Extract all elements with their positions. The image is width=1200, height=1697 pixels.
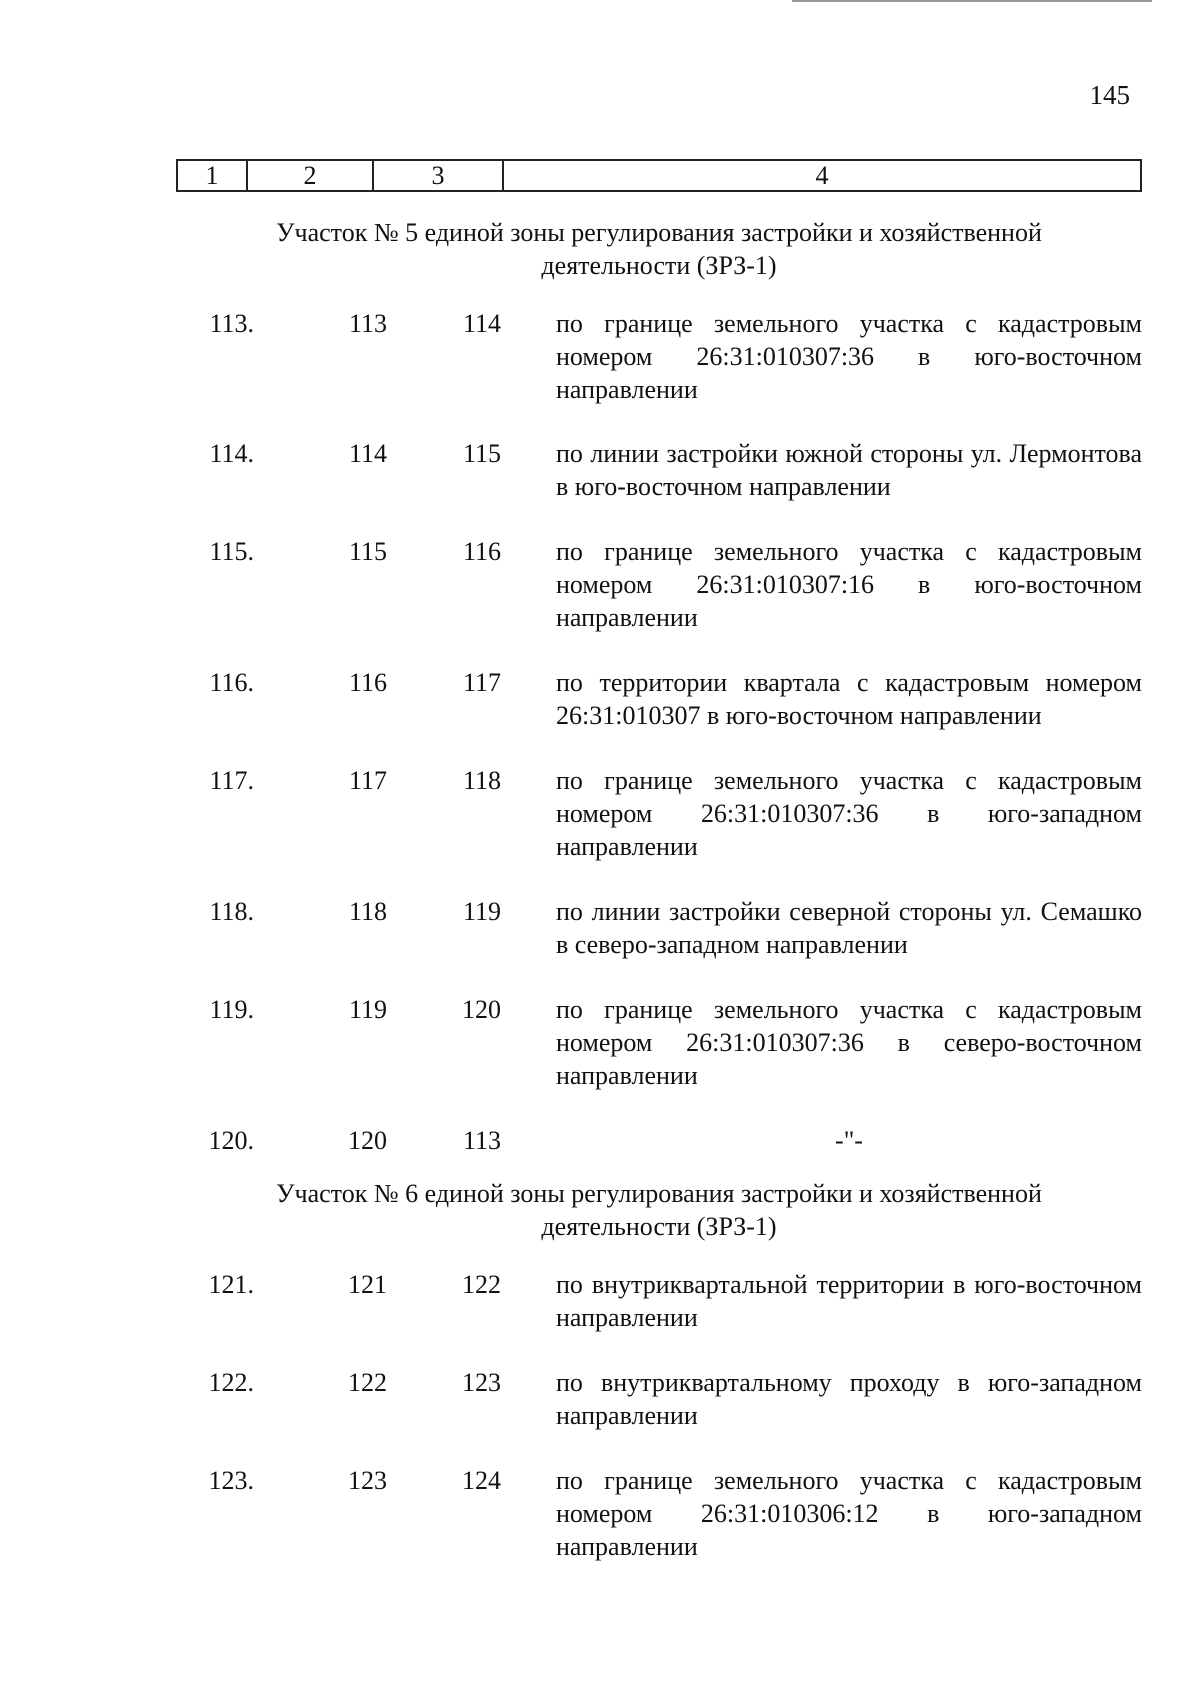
boundary-description: по границе земельного участка с кадастровым номером 26:31:010307:36 в северо-восточном направлении (556, 995, 1142, 1090)
boundary-description: по территории квартала с кадастровым номером 26:31:010307 в юго-восточном направлении (556, 668, 1142, 730)
point-from: 116 (348, 668, 387, 697)
column-header-2: 2 (247, 160, 373, 191)
row-number: 117. (209, 766, 254, 795)
section-title: Участок № 6 единой зоны регулирования застройки и хозяйственной деятельности (ЗРЗ-1) (276, 1179, 1042, 1241)
point-from: 123 (348, 1466, 387, 1495)
row-number: 118. (209, 897, 254, 926)
column-header-4: 4 (503, 160, 1141, 191)
point-from: 121 (348, 1270, 387, 1299)
point-from: 117 (348, 766, 387, 795)
point-to: 120 (462, 995, 501, 1024)
row-number: 122. (208, 1368, 254, 1397)
boundary-description: по границе земельного участка с кадастровым номером 26:31:010307:36 в юго-западном направлении (556, 766, 1142, 861)
document-content (176, 216, 1142, 1563)
point-from: 115 (348, 537, 387, 566)
point-from: 118 (348, 897, 387, 926)
point-to: 123 (462, 1368, 501, 1397)
page-number: 145 (1089, 80, 1130, 110)
boundary-description: по внутриквартальному проходу в юго-западном направлении (556, 1368, 1142, 1430)
point-from: 113 (348, 309, 387, 338)
row-number: 121. (208, 1270, 254, 1299)
table-row (176, 764, 1142, 863)
column-header-row (177, 160, 1141, 191)
table-row (176, 1464, 1142, 1563)
table-row (176, 437, 1142, 503)
boundary-description: по линии застройки южной стороны ул. Лермонтова в юго-восточном направлении (556, 439, 1142, 501)
row-number: 120. (208, 1126, 254, 1155)
row-number: 115. (209, 537, 254, 566)
column-header-table (176, 159, 1142, 192)
table-row (176, 666, 1142, 732)
point-to: 122 (462, 1270, 501, 1299)
point-to: 124 (462, 1466, 501, 1495)
table-row (176, 895, 1142, 961)
boundary-description: по границе земельного участка с кадастровым номером 26:31:010306:12 в юго-западном направлении (556, 1466, 1142, 1561)
section-title: Участок № 5 единой зоны регулирования застройки и хозяйственной деятельности (ЗРЗ-1) (276, 218, 1042, 280)
point-from: 114 (348, 439, 387, 468)
top-edge-rule (792, 0, 1152, 2)
boundary-description: по границе земельного участка с кадастровым номером 26:31:010307:16 в юго-восточном направлении (556, 537, 1142, 632)
table-row (176, 1268, 1142, 1334)
boundary-description: по границе земельного участка с кадастровым номером 26:31:010307:36 в юго-восточном направлении (556, 309, 1142, 404)
boundary-description: по внутриквартальной территории в юго-восточном направлении (556, 1270, 1142, 1332)
row-number: 119. (209, 995, 254, 1024)
point-from: 122 (348, 1368, 387, 1397)
row-number: 116. (209, 668, 254, 697)
table-row (176, 535, 1142, 634)
point-from: 119 (348, 995, 387, 1024)
point-to: 118 (462, 766, 501, 795)
column-header-3: 3 (373, 160, 503, 191)
point-to: 114 (462, 309, 501, 338)
point-to: 119 (462, 897, 501, 926)
row-number: 114. (209, 439, 254, 468)
row-number: 123. (208, 1466, 254, 1495)
table-row (176, 993, 1142, 1092)
point-to: 117 (462, 668, 501, 697)
point-to: 116 (462, 537, 501, 566)
table-row (176, 1366, 1142, 1432)
boundary-description: по линии застройки северной стороны ул. Семашко в северо-западном направлении (556, 897, 1142, 959)
row-number: 113. (209, 309, 254, 338)
point-to: 113 (462, 1126, 501, 1155)
table-row (176, 307, 1142, 406)
column-header-1: 1 (177, 160, 247, 191)
point-from: 120 (348, 1126, 387, 1155)
ditto-mark: -"- (835, 1126, 863, 1155)
point-to: 115 (462, 439, 501, 468)
table-row (176, 1124, 1142, 1157)
